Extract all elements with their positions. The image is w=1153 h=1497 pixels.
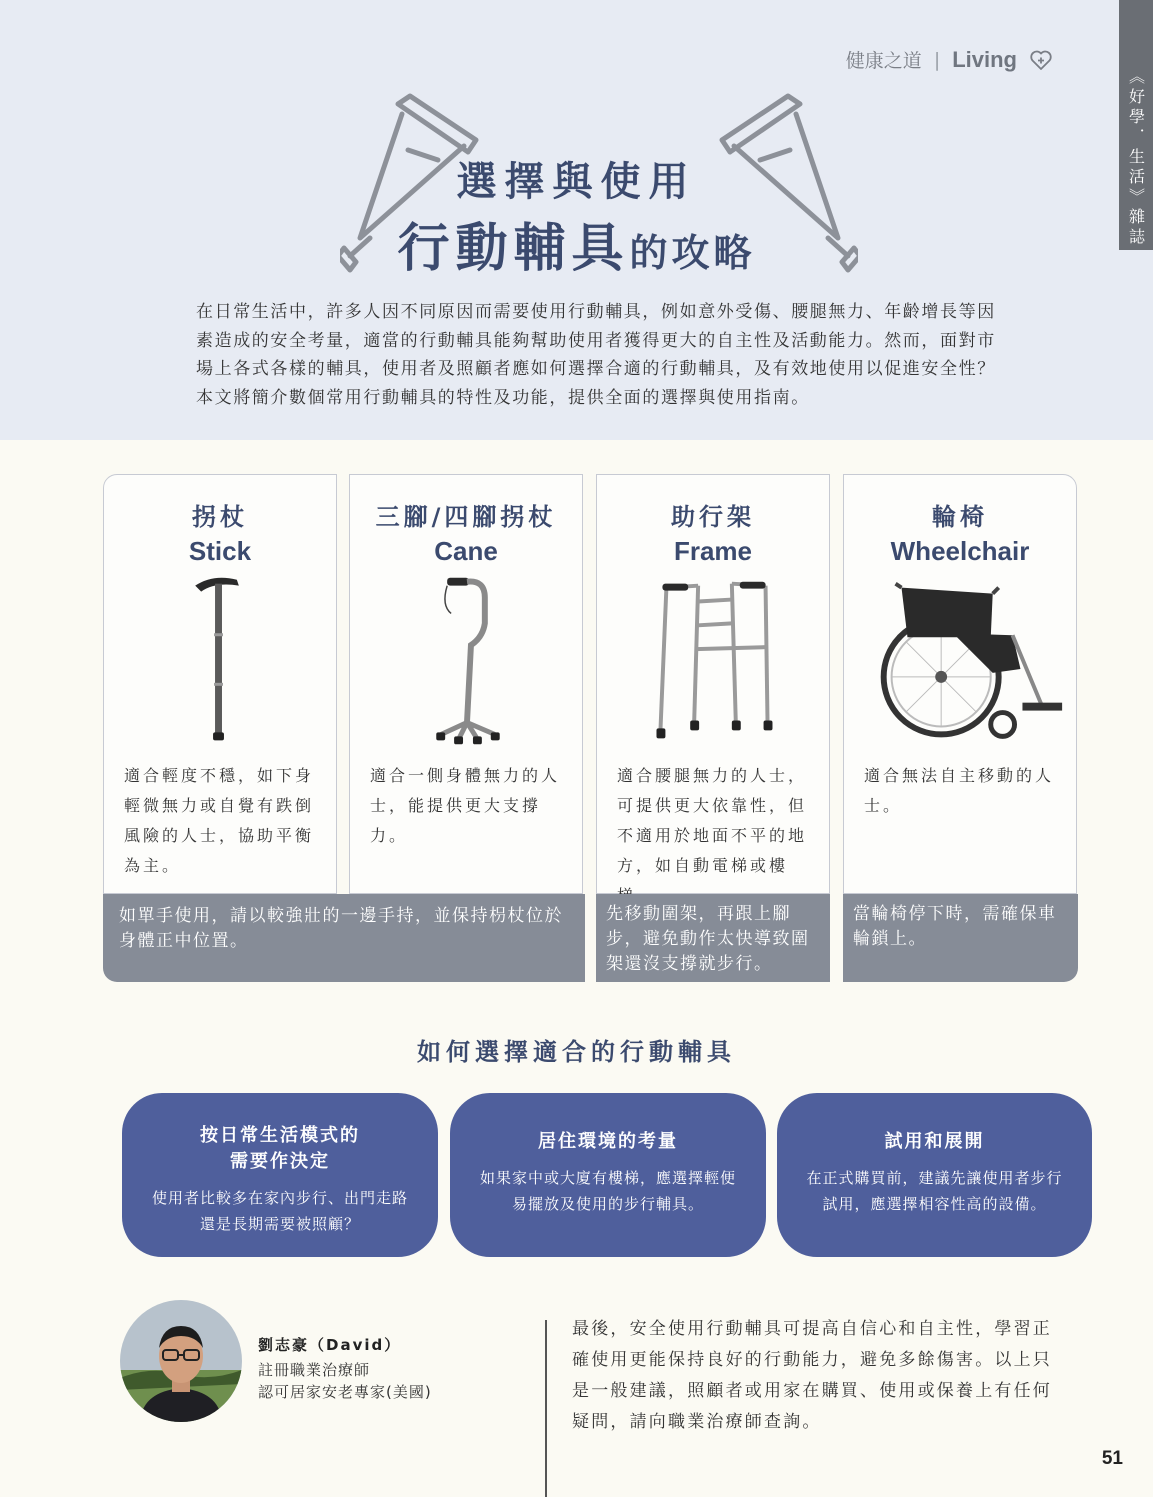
section-label-en: Living (952, 46, 1017, 72)
card-description: 適合一側身體無力的人士，能提供更大支撐力。 (370, 766, 561, 845)
card-subtitle: Wheelchair (890, 536, 1030, 566)
tip-text: 使用者比較多在家內步行、出門走路還是長期需要被照顧？ (151, 1189, 408, 1233)
section-label (846, 46, 1053, 73)
title-line-2 (0, 206, 1153, 281)
tip-title: 居住環境的考量 (538, 1131, 678, 1152)
card-subtitle: Cane (434, 536, 498, 566)
magazine-name: 《好學．生活》雜誌 (1126, 68, 1146, 248)
section-label-zh: 健康之道 (845, 50, 922, 72)
tip-text: 在正式購買前，建議先讓使用者步行試用，應選擇相容性高的設備。 (806, 1169, 1063, 1213)
card-title: 助行架 (671, 503, 755, 531)
author-avatar (120, 1300, 242, 1422)
author-role (258, 1359, 432, 1403)
tip-daily-life (122, 1093, 438, 1257)
author-name: 劉志豪（David） (258, 1336, 402, 1354)
card-frame (596, 474, 830, 894)
card-subtitle: Frame (673, 536, 753, 566)
card-description: 適合無法自主移動的人士。 (864, 766, 1055, 815)
heart-plus-icon (1029, 48, 1053, 72)
card-description: 適合腰腿無力的人士，可提供更大依靠性，但不適用於地面不平的地方，如自動電梯或樓 (617, 766, 808, 875)
card-description: 適合輕度不穩，如下身輕微無力或自覺有跌倒風險的人士，協助平衡為主。 (124, 766, 315, 875)
tip-title-line: 按日常生活模式的 (200, 1125, 360, 1146)
intro-paragraph: 在日常生活中，許多人因不同原因而需要使用行動輔具，例如意外受傷、腰腿無力、年齡增長等因素造成的安全考量，適當的行動輔具能夠幫助使用者獲得更大的自主性及活動能力。然而，面對市場上各式各樣的輔具，使用者及照顧者應如何選擇合適的行動輔具，及有效地使用以促進安全性？本文將簡介數個常用行動輔具的特性及功能，提供全面的選擇與使用指南。 (196, 302, 996, 408)
tip-title (122, 1123, 438, 1175)
closing-paragraph: 最後，安全使用行動輔具可提高自信心和自主性，學習正確使用更能保持良好的行動能力，避免多餘傷害。以上只是一般建議，照顧者或用家在購買、使用或保養上有任何疑問，請向職業治療師查詢。 (572, 1319, 1052, 1432)
card-title: 拐杖 (192, 503, 248, 531)
column-divider (545, 1320, 547, 1497)
card-wheelchair (843, 474, 1077, 894)
wheelchair-image (844, 573, 1076, 753)
tip-title-line: 需要作決定 (230, 1151, 330, 1172)
card-subtitle: Stick (188, 536, 252, 566)
section-separator: | (933, 48, 941, 71)
note-stick-cane: 如單手使用，請以較強壯的一邊手持，並保持枴杖位於身體正中位置。 (103, 894, 585, 982)
tip-living-environment (450, 1093, 766, 1257)
quad-cane-image (350, 573, 582, 753)
tip-text: 如果家中或大廈有樓梯，應選擇輕便易擺放及使用的步行輔具。 (479, 1169, 736, 1213)
author-role-line: 註冊職業治療師 (258, 1361, 371, 1379)
how-to-choose-title: 如何選擇適合的行動輔具 (417, 1038, 736, 1066)
title-line-1: 選擇與使用 (456, 159, 697, 205)
author-role-line: 認可居家安老專家(美國) (258, 1383, 432, 1401)
title-suffix: 的攻略 (629, 231, 756, 275)
card-cane (349, 474, 583, 894)
note-wheelchair: 當輪椅停下時，需確保車輪鎖上。 (843, 894, 1078, 982)
walking-stick-image (104, 573, 336, 753)
card-title: 三腳/四腳拐杖 (375, 503, 557, 531)
note-frame: 先移動圍架，再跟上腳步，避免動作太快導致圍架還沒支撐就步行。 (596, 894, 830, 982)
tip-trial (777, 1093, 1092, 1257)
title-highlight: 行動輔具 (397, 219, 630, 279)
walking-frame-image (597, 573, 829, 753)
card-stick (103, 474, 337, 894)
tip-title: 試用和展開 (884, 1131, 985, 1152)
card-title: 輪椅 (932, 503, 988, 531)
page-number: 51 (1101, 1448, 1123, 1469)
